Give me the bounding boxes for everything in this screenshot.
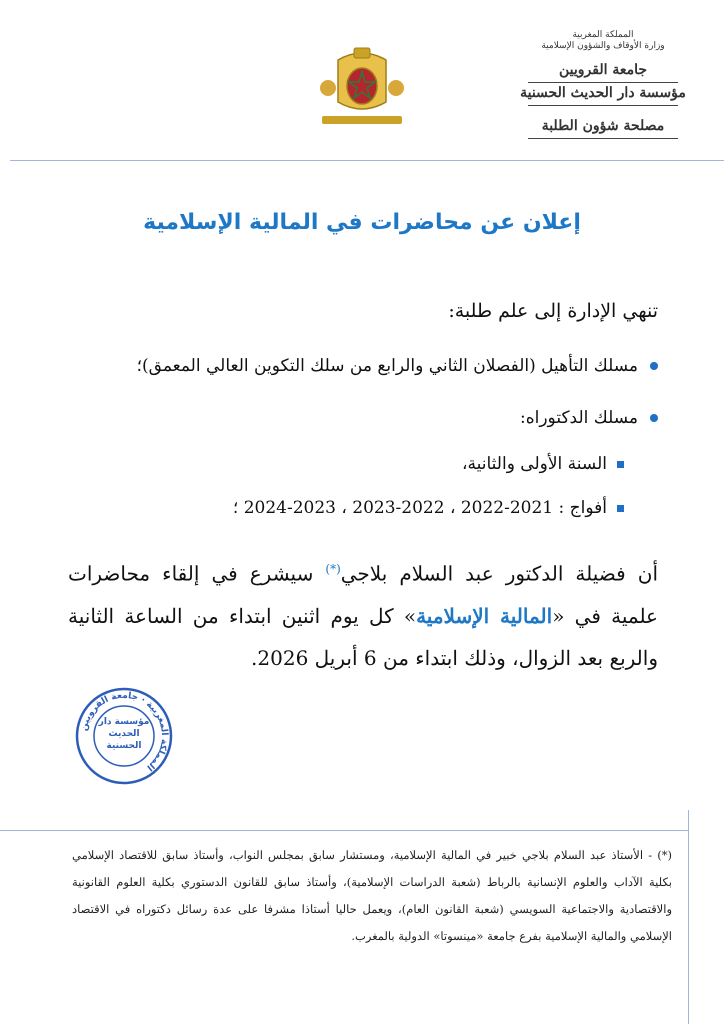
bullet-text: مسلك الدكتوراه: <box>519 408 638 428</box>
footnote-text: (*) - الأستاذ عبد السلام بلاجي خبير في المالية الإسلامية، ومستشار سابق بمجلس النواب، وأستاذ سابق للاقتصاد الإسلامي بكلية الآداب والعلوم الإنسانية بالرباط (شعبة الدراسات الإسلامية)، وأستاذ سابق للقانون الدستوري بكلية العلوم القانونية والاقتصادية والاجتماعية السويسي (شعبة القانون العام)، ويعمل حاليا أستاذا مشرفا على عدة رسائل دكتوراه في الاقتصاد الإسلامي والمالية الإسلامية بفرع جامعة «مينسوتا» الدولية بالمغرب. <box>72 848 672 943</box>
bullet-square-icon <box>617 505 624 512</box>
header-divider <box>10 160 724 161</box>
list-item-doctorate <box>58 408 658 428</box>
header-underline <box>528 138 678 139</box>
paragraph-text: أن فضيلة الدكتور عبد السلام بلاجي <box>340 561 658 586</box>
footnote-side-rule <box>688 810 689 1024</box>
bullet-square-icon <box>617 461 624 468</box>
stamp-ring-text: المملكة المغربية · جامعة القرويين <box>79 690 170 773</box>
stamp-center-text: مؤسسة دار الحديث الحسنية <box>98 717 150 751</box>
announcement-paragraph <box>68 548 658 679</box>
list-item-qualification <box>58 356 658 376</box>
header-underline <box>528 105 678 106</box>
bullet-text: مسلك التأهيل (الفصلان الثاني والرابع من سلك التكوين العالي المعمق)؛ <box>136 356 638 376</box>
announcement-title: إعلان عن محاضرات في المالية الإسلامية <box>143 210 581 235</box>
sublist-item-cohorts <box>24 498 624 518</box>
institution-name: مؤسسة دار الحديث الحسنية <box>520 85 686 101</box>
university-name: جامعة القرويين <box>558 62 648 78</box>
intro-text: تنهي الإدارة إلى علم طلبة: <box>448 300 658 322</box>
paragraph-text: » كل يوم اثنين ابتداء من الساعة الثانية والربع بعد الزوال، وذلك ابتداء من 6 أبريل 2026. <box>68 603 658 670</box>
royal-coat-of-arms <box>320 42 404 126</box>
service-name: مصلحة شؤون الطلبة <box>541 118 665 134</box>
bullet-dot-icon <box>650 362 658 370</box>
bullet-text: أفواج : 2021-2022 ، 2022-2023 ، 2023-2024 ؛ <box>232 498 607 518</box>
institution-header <box>508 30 698 139</box>
ministry-name: وزارة الأوقاف والشؤون الإسلامية <box>541 41 665 51</box>
bullet-dot-icon <box>650 414 658 422</box>
sublist-item-years <box>24 454 624 474</box>
institution-stamp <box>74 686 174 786</box>
paragraph-text: سيشرع في إلقاء محاضرات علمية في « <box>68 561 658 628</box>
footnote-marker: (*) <box>325 562 341 576</box>
footnote-divider <box>0 830 688 831</box>
highlighted-subject: المالية الإسلامية <box>416 603 553 628</box>
bullet-text: السنة الأولى والثانية، <box>462 454 607 474</box>
kingdom-name: المملكة المغربية <box>572 30 634 40</box>
